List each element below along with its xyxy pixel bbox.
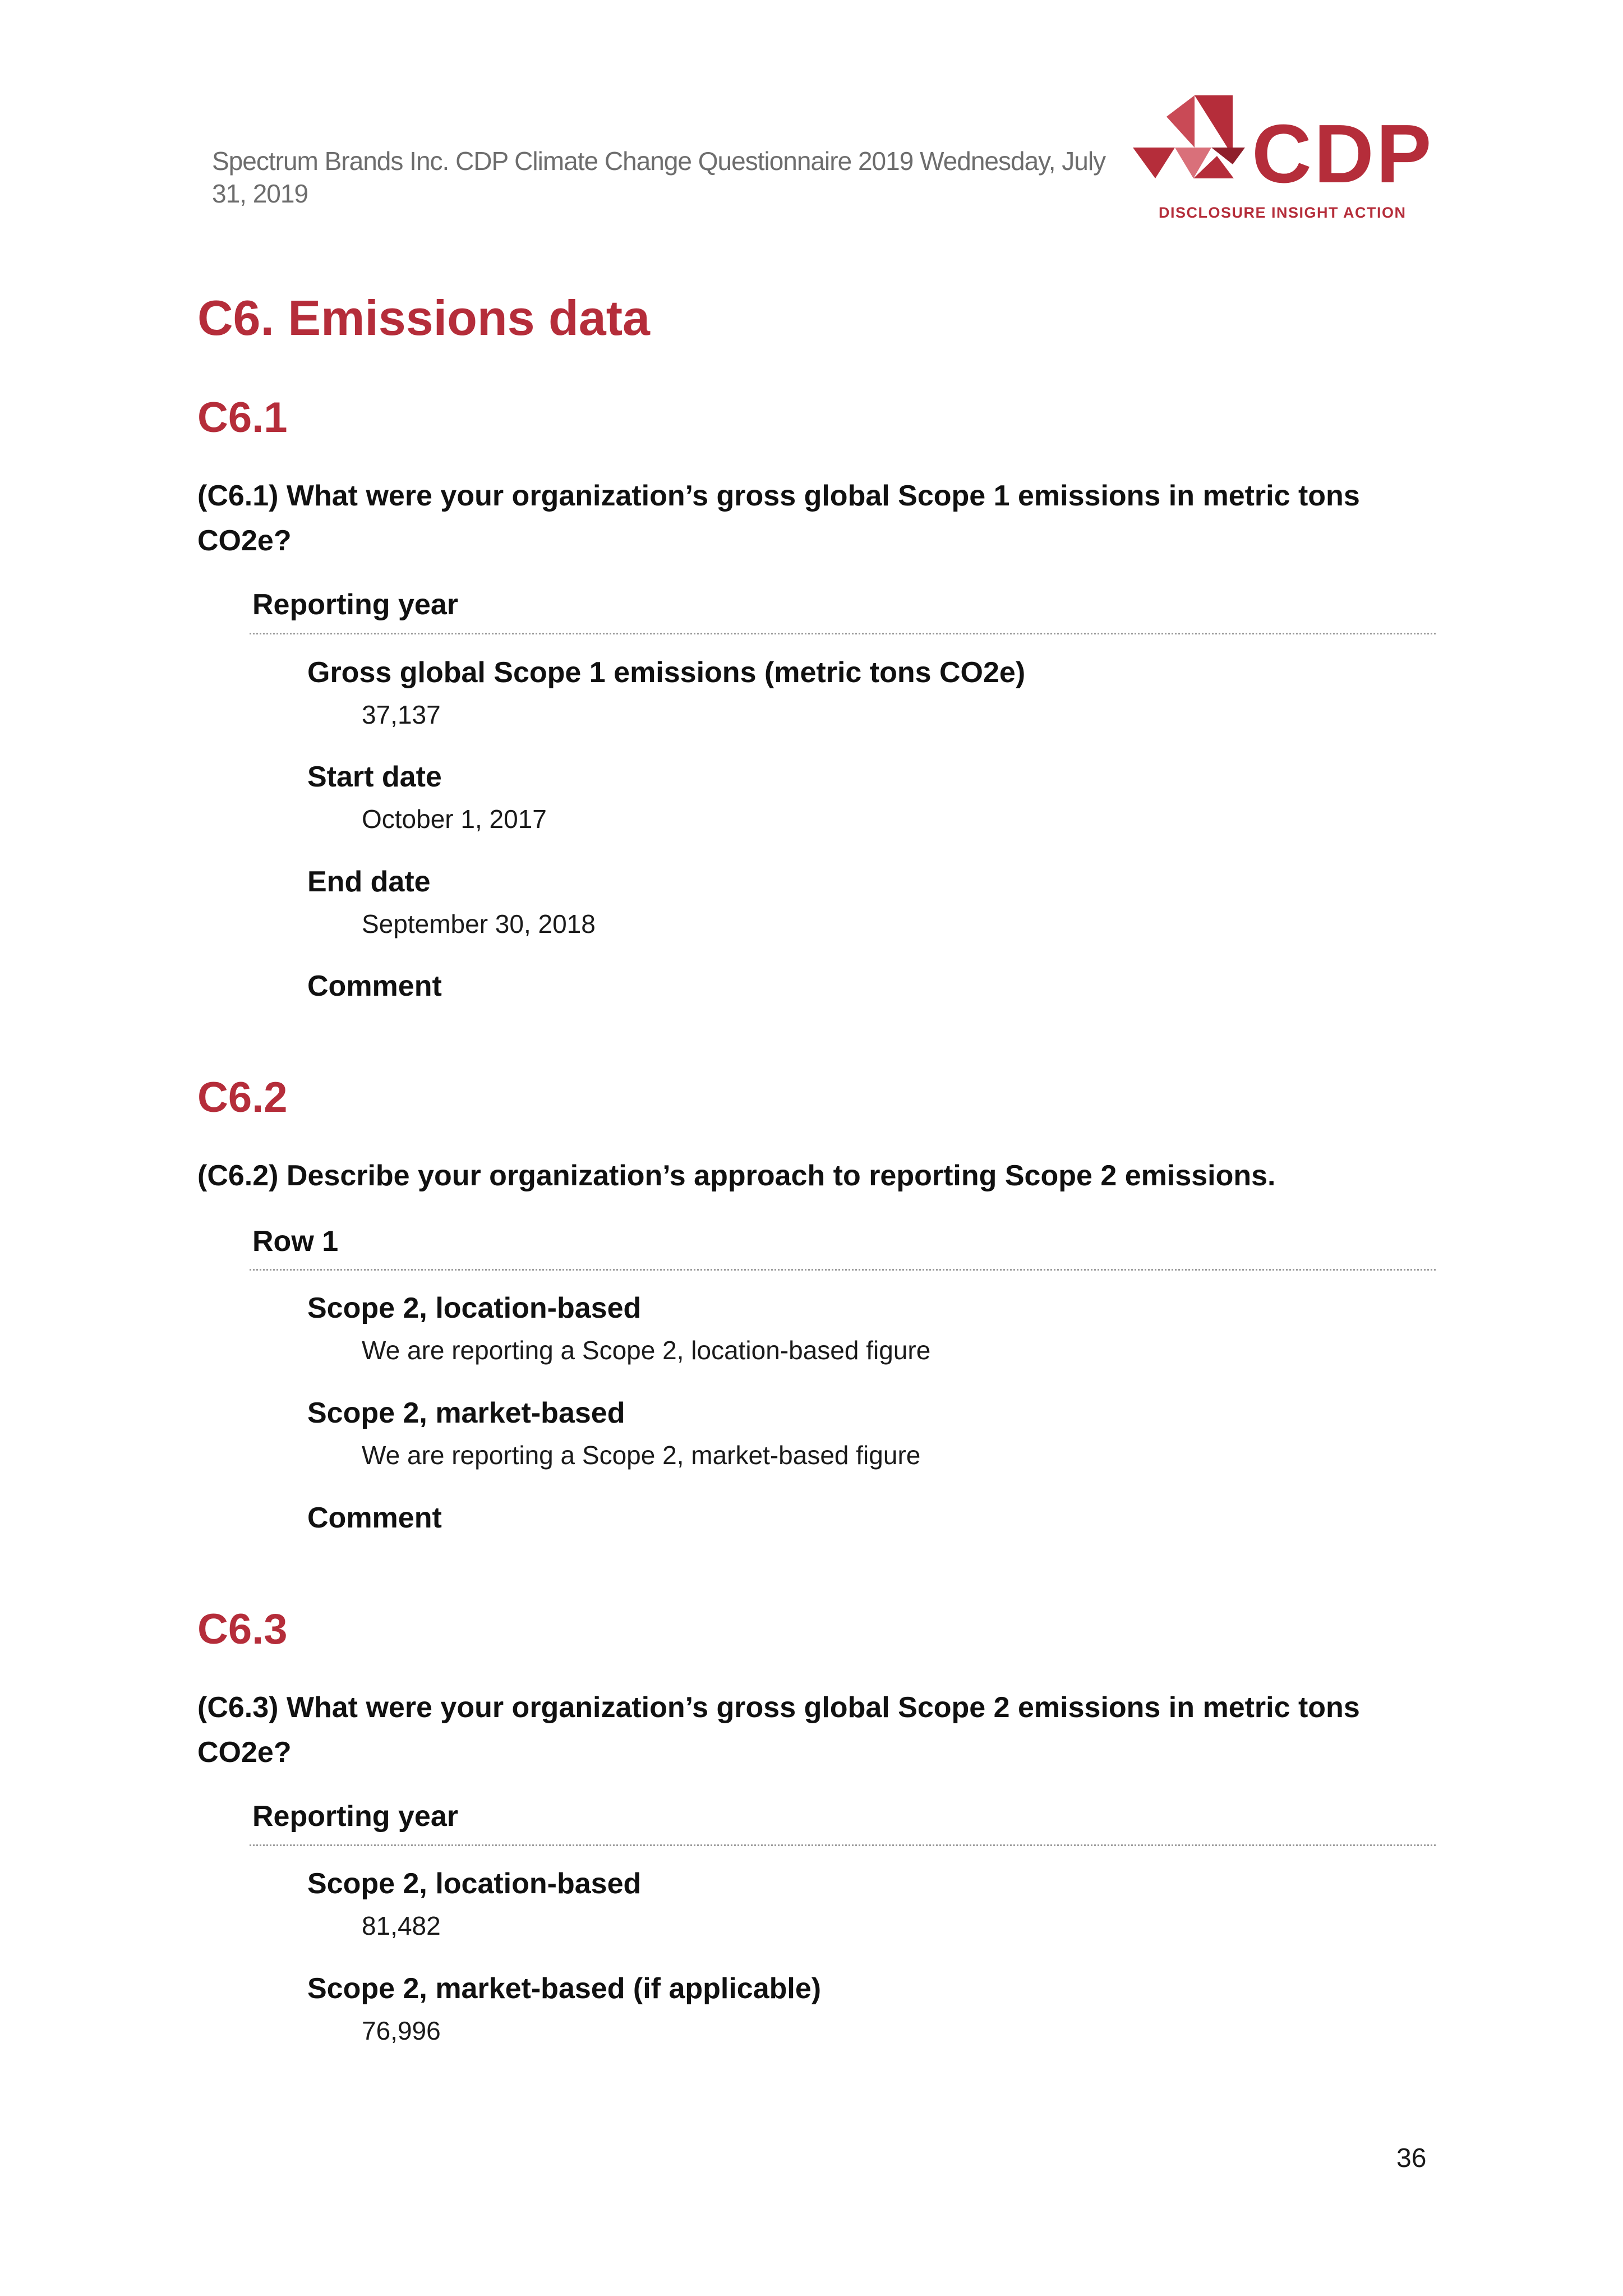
field-label: End date <box>307 866 431 898</box>
question-heading-c6-2: C6.2 <box>197 1074 288 1121</box>
row-label: Row 1 <box>252 1225 339 1258</box>
field-value: September 30, 2018 <box>362 909 596 938</box>
field-value: October 1, 2017 <box>362 804 547 834</box>
dotted-divider <box>250 633 1436 634</box>
field-label: Scope 2, location-based <box>307 1867 642 1900</box>
row-label: Reporting year <box>252 588 458 621</box>
dotted-divider <box>250 1269 1436 1271</box>
logo-tagline: DISCLOSURE INSIGHT ACTION <box>1159 204 1407 221</box>
logo-wordmark: CDP <box>1252 108 1434 200</box>
dotted-divider <box>250 1844 1436 1846</box>
field-label: Scope 2, market-based (if applicable) <box>307 1972 822 2005</box>
question-heading-c6-1: C6.1 <box>197 394 288 441</box>
field-label: Scope 2, location-based <box>307 1292 642 1324</box>
field-label: Comment <box>307 970 442 1002</box>
cdp-logo <box>1127 94 1434 223</box>
section-title: C6. Emissions data <box>197 290 650 346</box>
field-label: Comment <box>307 1502 442 1534</box>
field-label: Scope 2, market-based <box>307 1397 625 1429</box>
page-number: 36 <box>1396 2143 1427 2173</box>
cdp-logo-mark-icon <box>1127 94 1251 201</box>
question-heading-c6-3: C6.3 <box>197 1605 288 1653</box>
question-text-c6-3: (C6.3) What were your organization’s gross global Scope 2 emissions in metric tons CO2e? <box>197 1691 1360 1769</box>
question-text-c6-1: (C6.1) What were your organization’s gross global Scope 1 emissions in metric tons CO2e? <box>197 480 1360 557</box>
field-label: Gross global Scope 1 emissions (metric tons CO2e) <box>307 656 1026 689</box>
field-label: Start date <box>307 761 442 793</box>
field-value: 76,996 <box>362 2016 441 2045</box>
question-text-c6-2: (C6.2) Describe your organization’s approach to reporting Scope 2 emissions. <box>197 1159 1276 1192</box>
field-value: 37,137 <box>362 700 441 729</box>
field-value: We are reporting a Scope 2, location-based figure <box>362 1336 931 1365</box>
row-label: Reporting year <box>252 1800 458 1833</box>
document-header: Spectrum Brands Inc. CDP Climate Change Questionnaire 2019 Wednesday, July 31, 2019 <box>212 146 1106 208</box>
field-value: 81,482 <box>362 1911 441 1940</box>
field-value: We are reporting a Scope 2, market-based figure <box>362 1441 921 1470</box>
